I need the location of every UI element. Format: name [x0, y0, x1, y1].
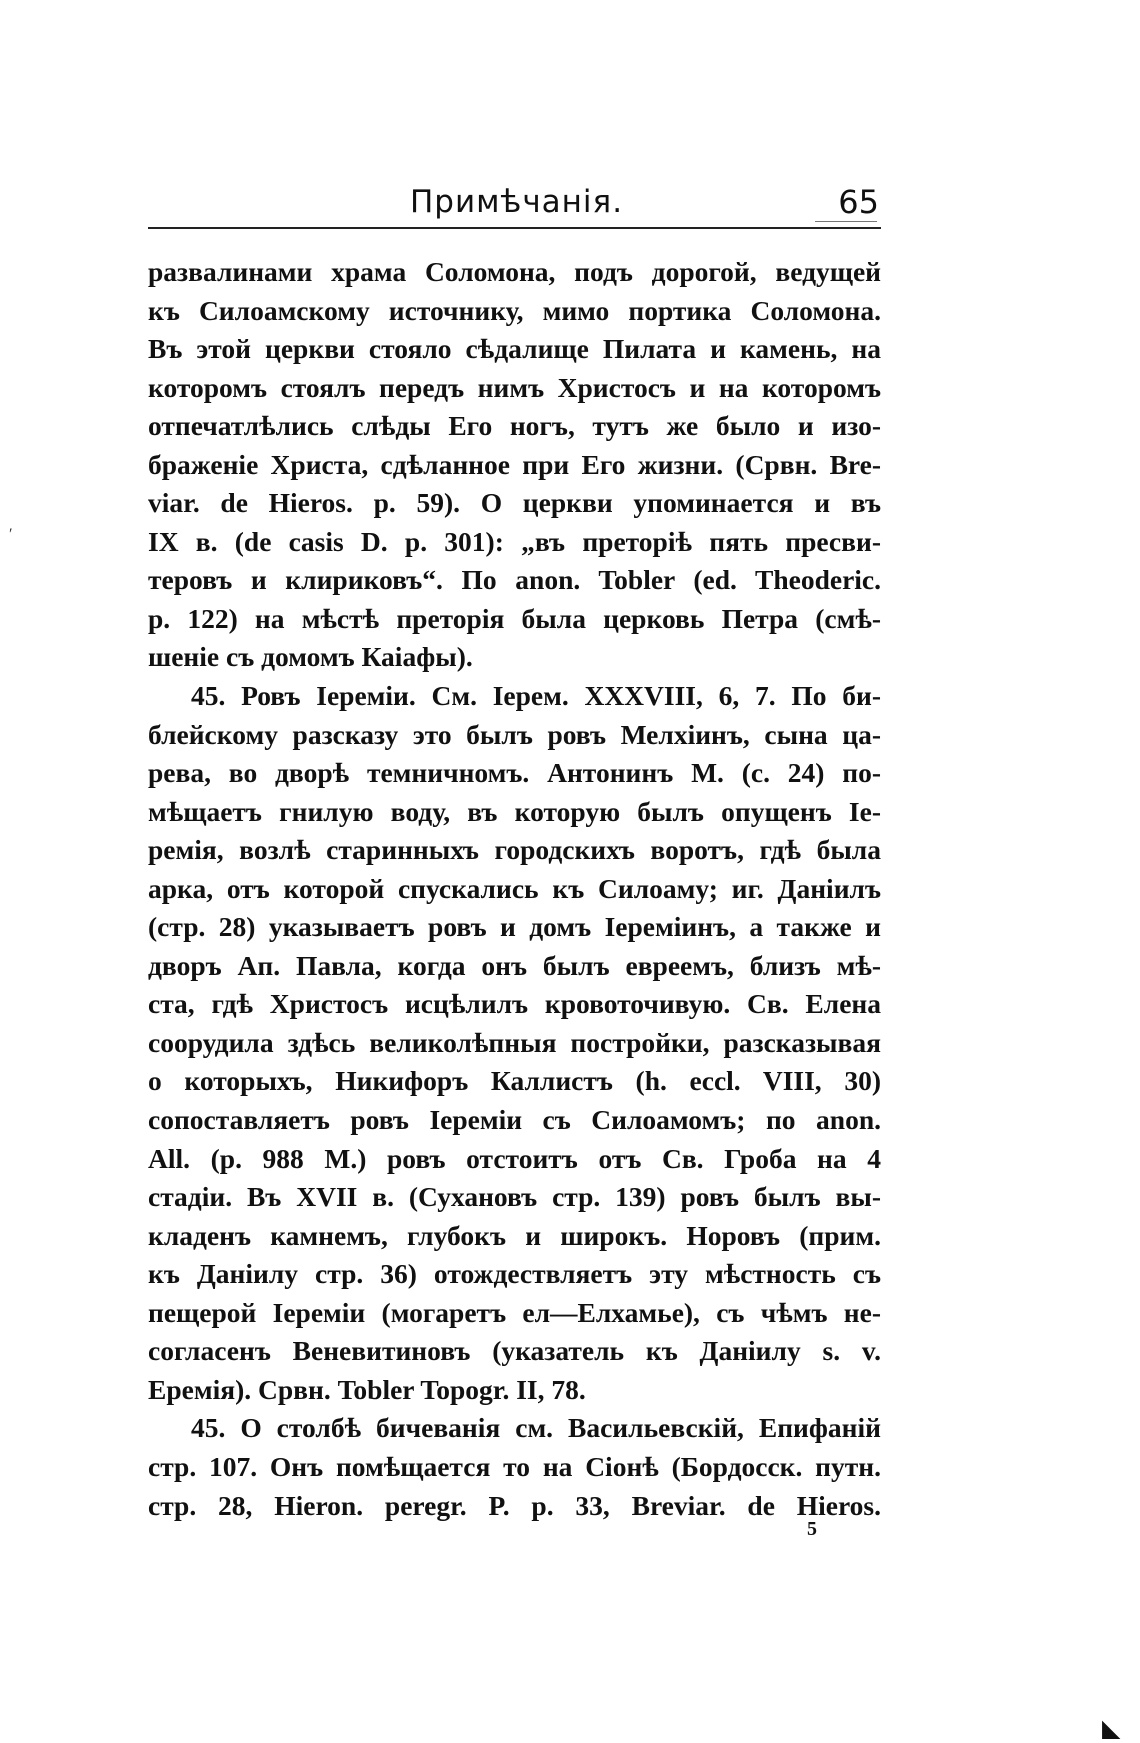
text-line: кладенъ камнемъ, глубокъ и широкъ. Норовъ (прим.: [148, 1219, 881, 1251]
text-line: рева, во дворѣ темничномъ. Антонинъ М. (с. 24) по-: [148, 757, 881, 789]
paragraph-start-line: 45. О столбѣ бичеванія см. Васильевскій, Епифаній: [191, 1412, 881, 1444]
text-line: блейскому разсказу это былъ ровъ Мелхіинъ, сына ца-: [148, 718, 881, 750]
text-line: All. (p. 988 M.) ровъ отстоитъ отъ Св. Гроба на 4: [148, 1142, 881, 1174]
text-line: о которыхъ, Никифоръ Каллистъ (h. eccl. VIII, 30): [148, 1065, 881, 1097]
text-line: соорудила здѣсь великолѣпныя постройки, разсказывая: [148, 1026, 881, 1058]
header-rule-accent: [815, 221, 877, 222]
text-line: Еремія). Срвн. Tobler Topogr. II, 78.: [148, 1373, 586, 1405]
text-line: къ Даніилу стр. 36) отождествляетъ эту мѣстность съ: [148, 1258, 881, 1290]
text-line: браженіе Христа, сдѣланное при Его жизни. (Срвн. Bre-: [148, 448, 881, 480]
text-line: арка, отъ которой спускались къ Силоаму; иг. Даніилъ: [148, 872, 881, 904]
text-line: Въ этой церкви стояло сѣдалище Пилата и камень, на: [148, 333, 881, 365]
paragraph-start-line: 45. Ровъ Іереміи. См. Іерем. XXXVIII, 6, 7. По би-: [191, 680, 881, 712]
text-line: теровъ и клириковъ“. По anon. Tobler (ed. Theoderic.: [148, 564, 881, 596]
text-line: мѣщаетъ гнилую воду, въ которую былъ опущенъ Іе-: [148, 795, 881, 827]
text-line: къ Силоамскому источнику, мимо портика Соломона.: [148, 294, 881, 326]
text-line: ста, гдѣ Христосъ исцѣлилъ кровоточивую. Св. Елена: [148, 988, 881, 1020]
text-line: (стр. 28) указываетъ ровъ и домъ Іереміинъ, а также и: [148, 911, 881, 943]
page-number: 65: [838, 183, 879, 221]
text-line: сопоставляетъ ровъ Іереміи съ Силоамомъ; по anon.: [148, 1104, 881, 1136]
text-line: стр. 28, Hieron. peregr. P. p. 33, Breviar. de Hieros.: [148, 1489, 881, 1521]
text-line: viar. de Hieros. p. 59). О церкви упоминается и въ: [148, 487, 881, 519]
text-line: пещерой Іереміи (могаретъ ел—Елхамье), съ чѣмъ не-: [148, 1296, 881, 1328]
text-line: стадіи. Въ XVII в. (Сухановъ стр. 139) ровъ былъ вы-: [148, 1181, 881, 1213]
text-line: согласенъ Веневитиновъ (указатель къ Даніилу s. v.: [148, 1335, 881, 1367]
text-line: IX в. (de casis D. p. 301): „въ преторіѣ пять пресви-: [148, 525, 881, 557]
text-line: отпечатлѣлись слѣды Его ногъ, тутъ же было и изо-: [148, 410, 881, 442]
stray-scan-mark: ′: [9, 526, 13, 543]
text-line: которомъ стоялъ передъ нимъ Христосъ и на которомъ: [148, 371, 881, 403]
text-line: развалинами храма Соломона, подъ дорогой, ведущей: [148, 256, 881, 287]
page-corner-arrow-icon: ◣: [1102, 1714, 1121, 1742]
text-line: дворъ Ап. Павла, когда онъ былъ евреемъ, близъ мѣ-: [148, 949, 881, 981]
text-line: p. 122) на мѣстѣ преторія была церковь Петра (смѣ-: [148, 602, 881, 634]
signature-mark: 5: [807, 1518, 817, 1540]
body-text: [148, 253, 881, 1525]
text-line: шеніе съ домомъ Каіафы).: [148, 641, 473, 673]
running-head: [148, 178, 881, 226]
running-title: Примѣчанія.: [410, 184, 624, 220]
text-line: ремія, возлѣ старинныхъ городскихъ воротъ, гдѣ была: [148, 834, 881, 866]
header-rule: [148, 227, 881, 229]
text-line: стр. 107. Онъ помѣщается то на Сіонѣ (Бордосск. путн.: [148, 1450, 881, 1482]
